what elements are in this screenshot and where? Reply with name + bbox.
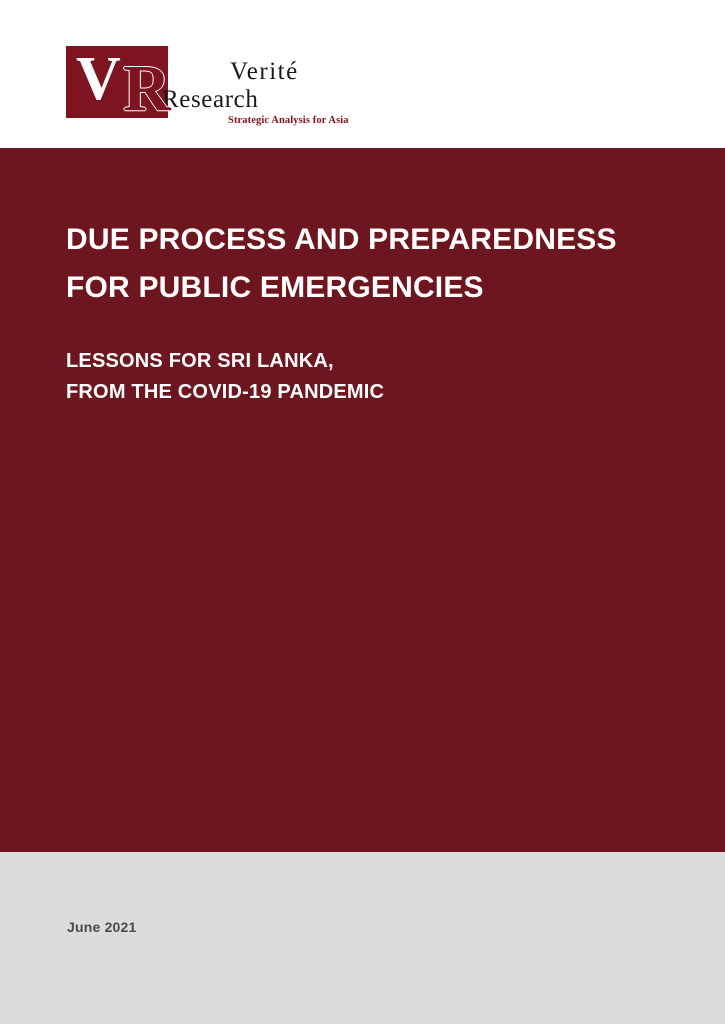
logo-letter-r-icon: R	[123, 52, 171, 125]
page-title-line-2: FOR PUBLIC EMERGENCIES	[66, 271, 484, 304]
logo-name-line-2: Research	[162, 86, 259, 113]
page-subtitle-line-1: LESSONS FOR SRI LANKA,	[66, 350, 334, 372]
publication-date: June 2021	[67, 919, 137, 935]
page-subtitle-line-2: FROM THE COVID-19 PANDEMIC	[66, 381, 385, 403]
logo-wordmark	[162, 58, 352, 128]
logo-name-line-1: Verité	[230, 58, 299, 85]
header-band	[0, 0, 725, 148]
verite-research-logo	[66, 45, 349, 128]
logo-tagline: Strategic Analysis for Asia	[228, 115, 349, 126]
title-block	[66, 216, 665, 408]
title-band	[0, 148, 725, 852]
footer-band	[0, 852, 725, 1024]
page-title-line-1: DUE PROCESS AND PREPAREDNESS	[66, 223, 617, 256]
logo-letter-v-icon: V	[76, 45, 121, 113]
